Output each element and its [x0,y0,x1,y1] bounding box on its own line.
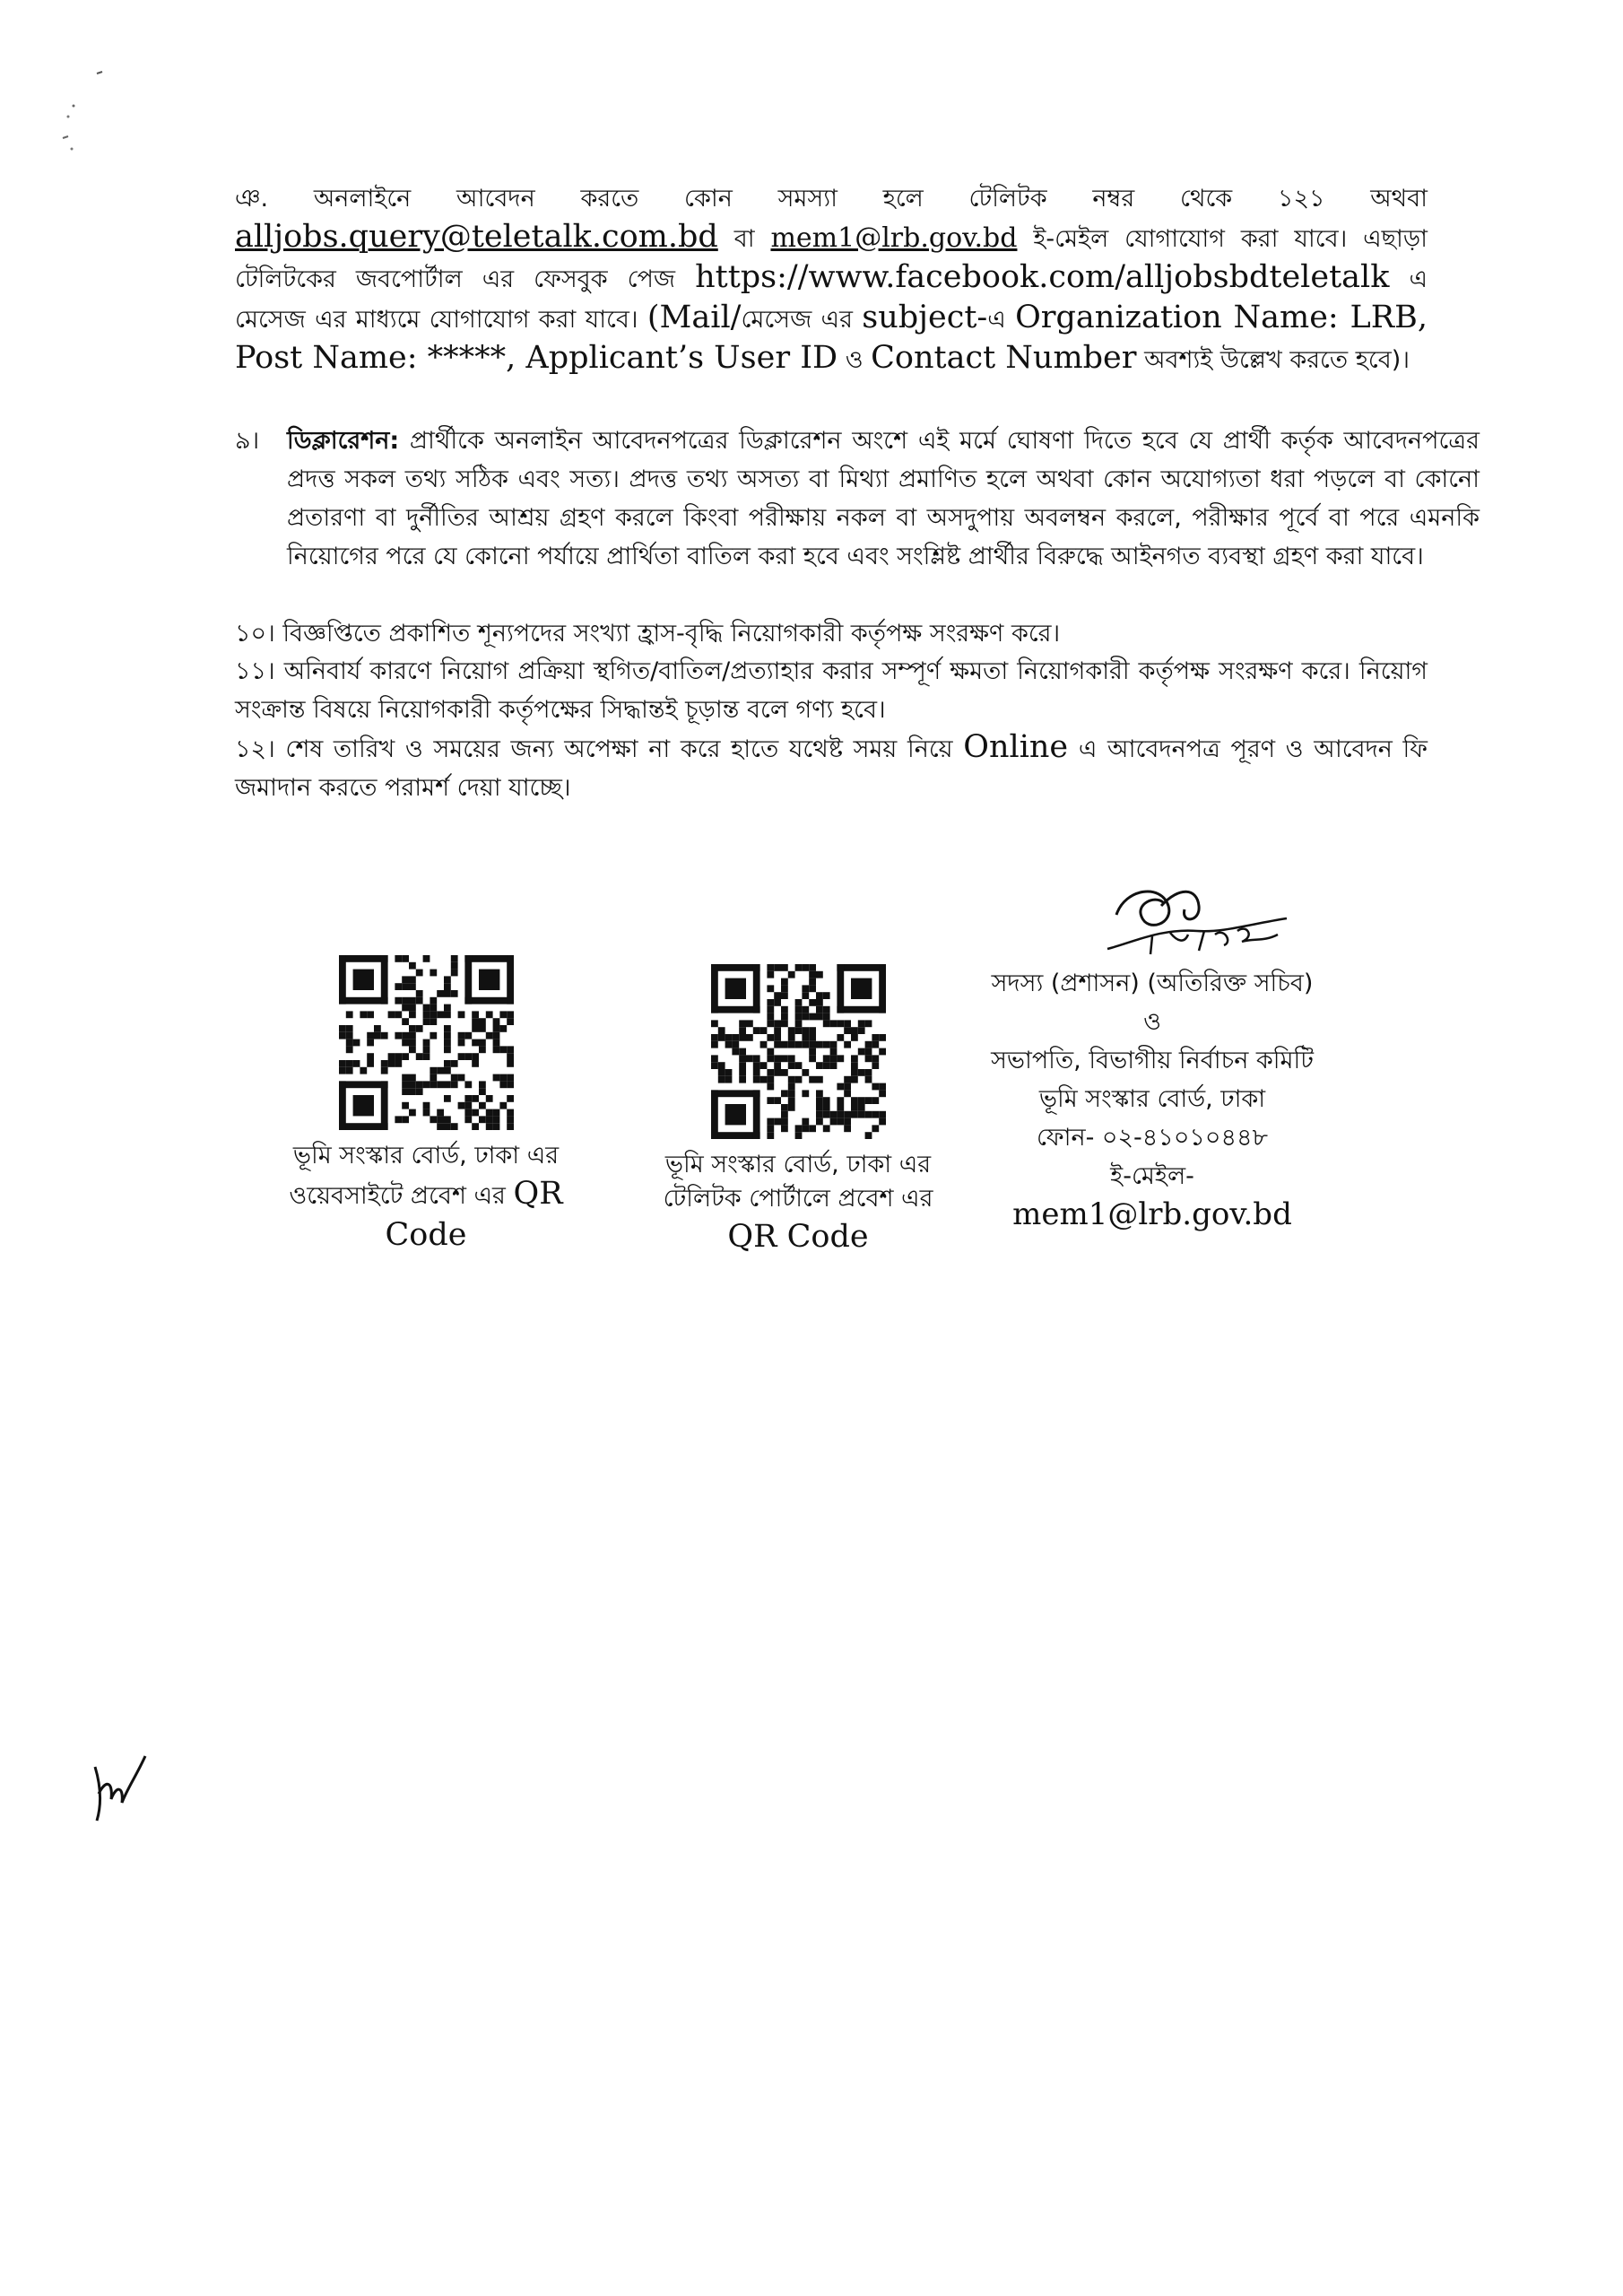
signatory-block [977,964,1327,1236]
handwritten-signature [1098,879,1305,969]
qr-website: ভূমি সংস্কার বোর্ড, ঢাকা এর ওয়েবসাইটে প্রবেশ এর QR Code [269,955,583,1256]
paragraph-contact-info: ঞ. অনলাইনে আবেদন করতে কোন সমস্যা হলে টেলিটক নম্বর থেকে ১২১ অথবা alljobs.query@teletalk.com.bd বা mem1@lrb.gov.bd ই-মেইল যোগাযোগ করা যাবে। এছাড়া টেলিটকের জবপোর্টাল এর ফেসবুক পেজ https://www.facebook.com/alljobsbdteletalk এ মেসেজ এর মাধ্যমে যোগাযোগ করা যাবে। (Mail/মেসেজ এর subject-এ Organization Name: LRB, Post Name: *****, Applicant’s User ID ও Contact Number অবশ্যই উল্লেখ করতে হবে)। [235,185,1428,376]
signatory-office: ভূমি সংস্কার বোর্ড, ঢাকা [1038,1085,1266,1113]
handwritten-initials [86,1749,158,1830]
signatory-position: সভাপতি, বিভাগীয় নির্বাচন কমিটি [991,1047,1314,1074]
signatory-phone: ফোন- ০২-৪১০১০৪৪৮ [1036,1124,1269,1152]
item-vacancy-note: ১০। বিজ্ঞপ্তিতে প্রকাশিত শূন্যপদের সংখ্যা হ্রাস-বৃদ্ধি নিয়োগকারী কর্তৃপক্ষ সংরক্ষণ করে। [235,620,1061,648]
qr-code-icon[interactable] [711,964,886,1139]
qr-teletalk-portal: ভূমি সংস্কার বোর্ড, ঢাকা এর টেলিটক পোর্টালে প্রবেশ এর QR Code [646,964,950,1257]
item-declaration [235,422,1480,576]
item-heading: ডিক্লারেশন: [287,427,400,455]
email-link-teletalk[interactable]: alljobs.query@teletalk.com.bd [235,219,718,255]
scan-marks [56,63,109,161]
paragraph-marker: ঞ. [235,185,269,213]
signatory-conjunction: ও [1143,1008,1161,1036]
email-link-lrb[interactable]: mem1@lrb.gov.bd [770,222,1018,254]
item-deadline-advice: ১২। শেষ তারিখ ও সময়ের জন্য অপেক্ষা না করে হাতে যথেষ্ট সময় নিয়ে Online এ আবেদনপত্র পূরণ ও আবেদন ফি জমাদান করতে পরামর্শ দেয়া যাচ্ছে। [235,729,1428,802]
item-number: ৯। [235,427,260,455]
signatory-email-line: ই-মেইল-mem1@lrb.gov.bd [1012,1162,1292,1232]
item-authority-note: ১১। অনিবার্য কারণে নিয়োগ প্রক্রিয়া স্থগিত/বাতিল/প্রত্যাহার করার সম্পূর্ণ ক্ষমতা নিয়োগকারী কর্তৃপক্ষ সংরক্ষণ করে। নিয়োগ সংক্রান্ত বিষয়ে নিয়োগকারী কর্তৃপক্ষের সিদ্ধান্তই চূড়ান্ত বলে গণ্য হবে। [235,657,1428,724]
signatory-email[interactable]: mem1@lrb.gov.bd [1012,1196,1292,1232]
qr-code-icon[interactable] [339,955,514,1130]
item-text: প্রার্থীকে অনলাইন আবেদনপত্রের ডিক্লারেশন অংশে এই মর্মে ঘোষণা দিতে হবে যে প্রার্থী কর্তৃক আবেদনপত্রের প্রদত্ত সকল তথ্য সঠিক এবং সত্য। প্রদত্ত তথ্য অসত্য বা মিথ্যা প্রমাণিত হলে অথবা কোন অযোগ্যতা ধরা পড়লে বা কোনো প্রতারণা বা দুর্নীতির আশ্রয় গ্রহণ করলে কিংবা পরীক্ষায় নকল বা অসদুপায় অবলম্বন করলে, পরীক্ষার পূর্বে বা পরে এমনকি নিয়োগের পরে যে কোনো পর্যায়ে প্রার্থিতা বাতিল করা হবে এবং সংশ্লিষ্ট প্রার্থীর বিরুদ্ধে আইনগত ব্যবস্থা গ্রহণ করা যাবে। [287,427,1480,570]
facebook-url[interactable]: https://www.facebook.com/alljobsbdteletalk [695,259,1390,295]
signatory-designation: সদস্য (প্রশাসন) (অতিরিক্ত সচিব) [991,970,1314,997]
online-word: Online [963,729,1069,765]
